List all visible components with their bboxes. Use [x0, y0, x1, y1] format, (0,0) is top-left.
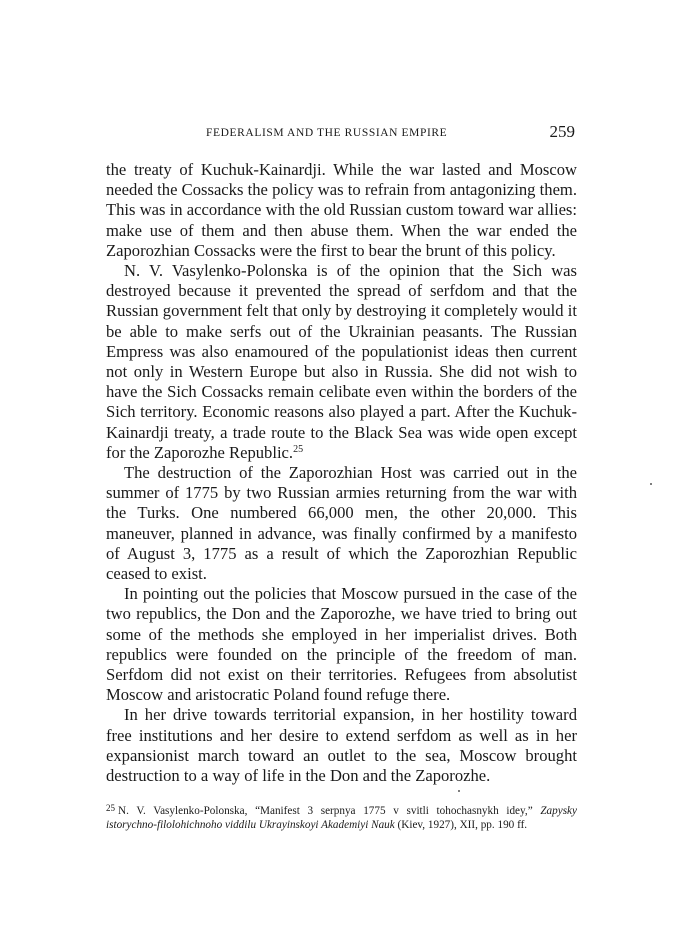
scan-speck [458, 790, 460, 792]
footnote-reference[interactable]: 25 [293, 443, 304, 455]
paragraph-4-text: In pointing out the policies that Moscow pursued in the case of the two republics, the Don and the Zaporozhe, we have tried to bring out some of the methods she employed in her imperialist drives. Both republics were founded on the principle of the freedom of man. Serfdom did not exist on their territories. Refugees from absolutist Moscow and aristocratic Poland found refuge there. [106, 584, 577, 705]
footnote-text-part1: N. V. Vasylenko-Polonska, “Manifest 3 serpnya 1775 v svitli tohochasnykh idey,” [118, 805, 533, 817]
running-head [106, 122, 577, 144]
paragraph-2 [106, 261, 577, 463]
footnote-journal-title: Zapysky istorychno-filolohichnoho viddilu Ukrayinskoyi Akademiyi Nauk [106, 805, 577, 832]
body-text [106, 160, 577, 786]
paragraph-3-text: The destruction of the Zaporozhian Host was carried out in the summer of 1775 by two Russian armies returning from the war with the Turks. One numbered 66,000 men, the other 20,000. This maneuver, planned in advance, was finally confirmed by a manifesto of August 3, 1775 as a result of which the Zaporozhian Republic ceased to exist. [106, 463, 577, 584]
footnote-25 [106, 801, 577, 832]
paragraph-3 [106, 463, 577, 584]
paragraph-4 [106, 584, 577, 705]
paragraph-5 [106, 705, 577, 786]
paragraph-5-text: In her drive towards territorial expansion, in her hostility toward free institutions and her desire to extend serfdom as well as in her expansionist march toward an outlet to the sea, Moscow brought destruction to a way of life in the Don and the Zaporozhe. [106, 705, 577, 786]
paragraph-1-text: the treaty of Kuchuk-Kainardji. While the war lasted and Moscow needed the Cossacks the policy was to refrain from antagonizing them. This was in accordance with the old Russian custom toward war allies: make use of them and then abuse them. When the war ended the Zaporozhian Cossacks were the first to bear the brunt of this policy. [106, 160, 577, 260]
scan-speck [650, 483, 652, 485]
footnote-number: 25 [106, 803, 115, 813]
footnotes [106, 801, 577, 832]
paragraph-1 [106, 160, 577, 261]
running-title: FEDERALISM AND THE RUSSIAN EMPIRE [206, 127, 448, 139]
footnote-text-part2: (Kiev, 1927), XII, pp. 190 ff. [397, 819, 528, 832]
paragraph-2-text: N. V. Vasylenko-Polonska is of the opinion that the Sich was destroyed because it prevented the spread of serfdom and that the Russian government felt that only by destroying it completely would it be able to make serfs out of the Ukrainian peasants. The Russian Empress was also enamoured of the populationist ideas then current not only in Western Europe but also in Russia. She did not wish to have the Sich Cossacks remain celibate even within the borders of the Sich territory. Economic reasons also played a part. After the Kuchuk-Kainardji treaty, a trade route to the Black Sea was wide open except for the Zaporozhe Republic. [106, 261, 577, 462]
page-number: 259 [549, 122, 575, 141]
